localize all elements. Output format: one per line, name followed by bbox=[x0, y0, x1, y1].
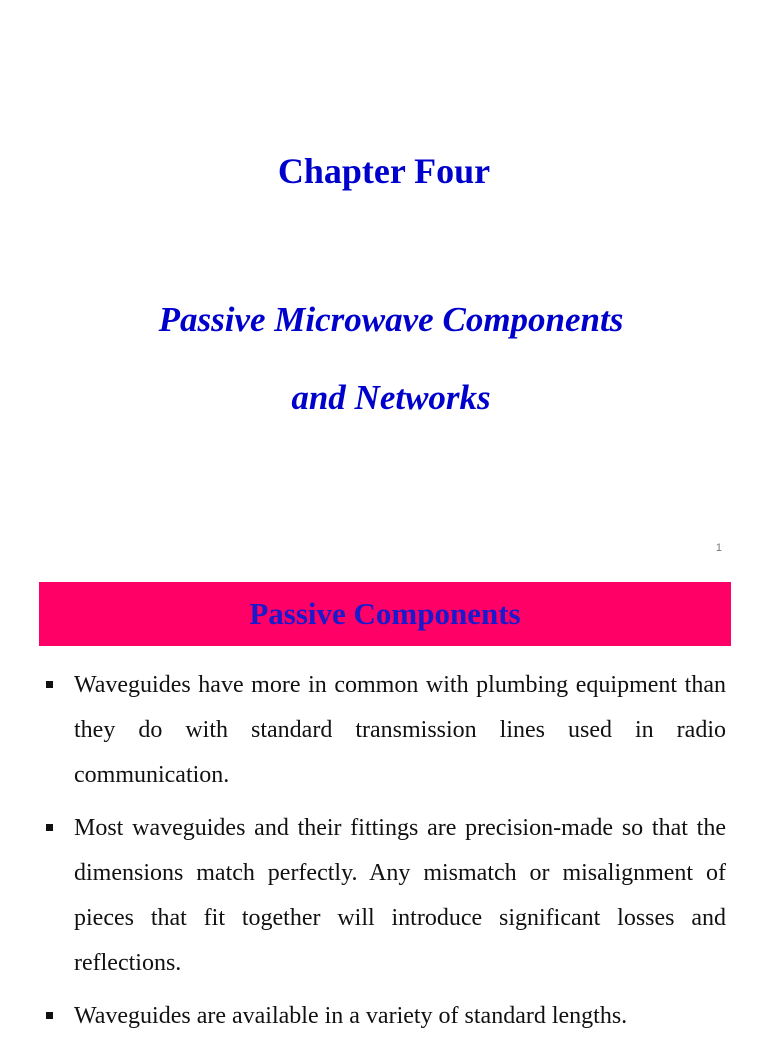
slide-heading: Passive Components bbox=[249, 596, 521, 631]
square-bullet-icon bbox=[46, 1012, 53, 1019]
bullet-item bbox=[46, 994, 726, 1039]
page-number: 1 bbox=[715, 542, 722, 554]
bullet-text: Waveguides are available in a variety of standard lengths. bbox=[74, 1003, 628, 1029]
bullet-item bbox=[46, 663, 726, 798]
square-bullet-icon bbox=[46, 824, 53, 831]
subtitle-line-1: Passive Microwave Components bbox=[158, 300, 624, 339]
bullet-text: Most waveguides and their fittings are precision-made so that the dimensions match perfectly. Any mismatch or misalignment of pieces that fit together will introduce significant losses and reflections. bbox=[74, 815, 726, 976]
bullet-item bbox=[46, 806, 726, 986]
heading-banner bbox=[39, 582, 731, 646]
bullet-list bbox=[46, 663, 726, 1039]
subtitle-line-2: and Networks bbox=[291, 378, 491, 417]
square-bullet-icon bbox=[46, 681, 53, 688]
chapter-title: Chapter Four bbox=[277, 151, 491, 191]
content-slide bbox=[0, 565, 768, 1029]
bullet-text: Waveguides have more in common with plumbing equipment than they do with standard transmission lines used in radio communication. bbox=[74, 672, 726, 788]
